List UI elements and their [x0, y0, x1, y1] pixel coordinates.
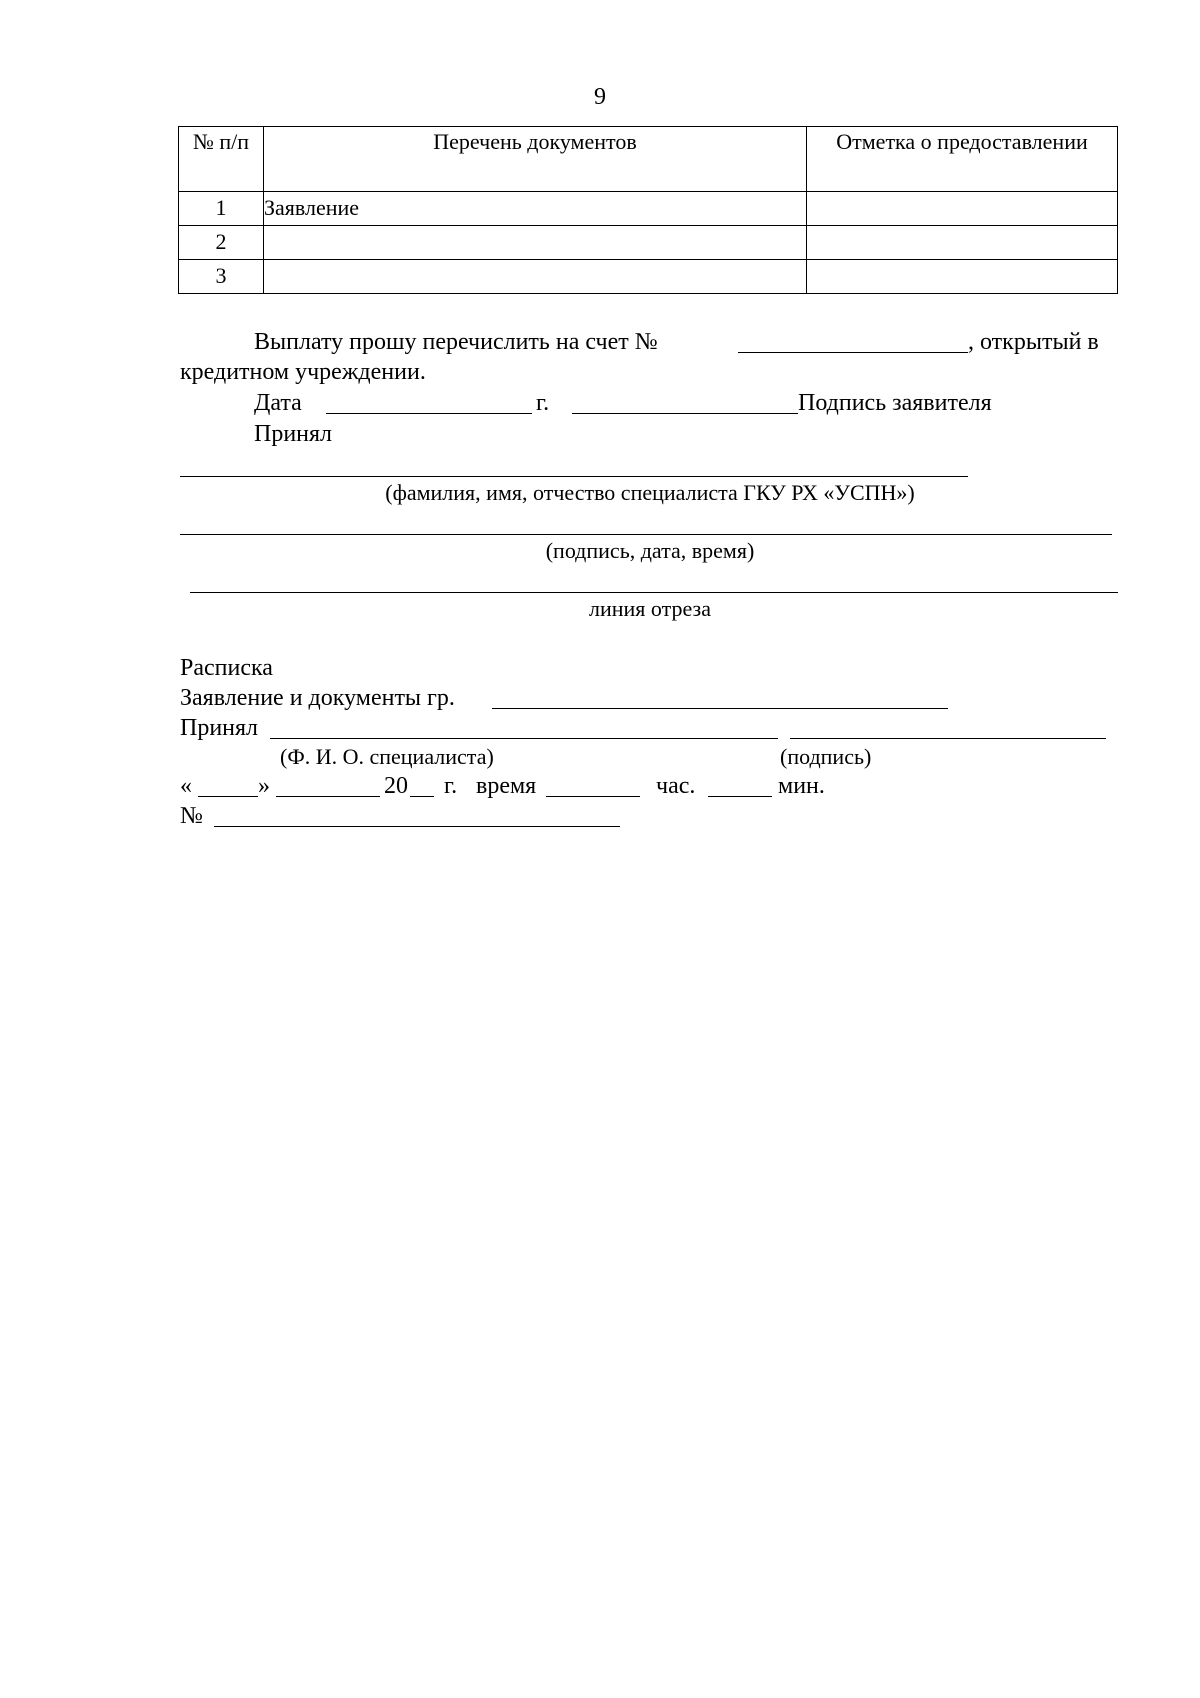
payment-text-start: Выплату прошу перечислить на счет № [254, 329, 658, 355]
quote-open: « [180, 773, 192, 799]
row-document [264, 226, 807, 260]
page-number: 9 [594, 84, 606, 110]
accepted-label: Принял [254, 421, 333, 447]
row-number: 1 [179, 192, 264, 226]
minutes-blank [708, 796, 772, 797]
cut-line-caption: линия отреза [589, 596, 711, 621]
receipt-documents-label: Заявление и документы гр. [180, 685, 455, 711]
applicant-signature-label: Подпись заявителя [798, 390, 992, 416]
time-label: время [476, 773, 537, 799]
signature-date-time-caption: (подпись, дата, время) [545, 538, 755, 563]
payment-text-end: , открытый в [968, 329, 1099, 355]
header-documents: Перечень документов [264, 127, 807, 192]
hours-label: час. [656, 773, 696, 799]
table-row [179, 260, 1118, 294]
table-row [179, 192, 1118, 226]
header-number: № п/п [179, 127, 264, 192]
row-mark [807, 260, 1118, 294]
receipt-citizen-blank [492, 708, 948, 709]
row-number: 3 [179, 260, 264, 294]
payment-text-continued: кредитном учреждении. [180, 359, 426, 385]
receipt-year-suffix: г. [444, 773, 458, 799]
year-blank [410, 796, 434, 797]
date-label: Дата [254, 390, 302, 416]
row-document: Заявление [264, 192, 807, 226]
specialist-name-caption: (фамилия, имя, отчество специалиста ГКУ РХ «УСПН») [385, 480, 915, 505]
receipt-number-blank [214, 826, 620, 827]
signature-blank [572, 413, 798, 414]
hours-blank [546, 796, 640, 797]
receipt-number-label: № [180, 803, 203, 829]
quote-close: » [258, 773, 270, 799]
day-blank [198, 796, 258, 797]
row-number: 2 [179, 226, 264, 260]
row-mark [807, 192, 1118, 226]
table-row [179, 226, 1118, 260]
year-suffix: г. [536, 390, 550, 416]
month-blank [276, 796, 380, 797]
receipt-fio-blank [270, 738, 778, 739]
row-document [264, 260, 807, 294]
row-mark [807, 226, 1118, 260]
table-header-row [179, 127, 1118, 192]
year-prefix: 20 [384, 773, 408, 799]
fio-caption: (Ф. И. О. специалиста) [280, 744, 494, 769]
signature-date-time-line [180, 534, 1112, 535]
date-blank [326, 413, 532, 414]
receipt-signature-blank [790, 738, 1106, 739]
specialist-name-line [180, 476, 968, 477]
account-number-blank [738, 352, 968, 353]
documents-table [178, 126, 1118, 294]
receipt-title: Расписка [180, 655, 273, 681]
minutes-label: мин. [778, 773, 825, 799]
receipt-accepted-label: Принял [180, 715, 259, 741]
signature-caption: (подпись) [780, 744, 872, 769]
cut-line [190, 592, 1118, 593]
header-mark: Отметка о предоставлении [807, 127, 1118, 192]
